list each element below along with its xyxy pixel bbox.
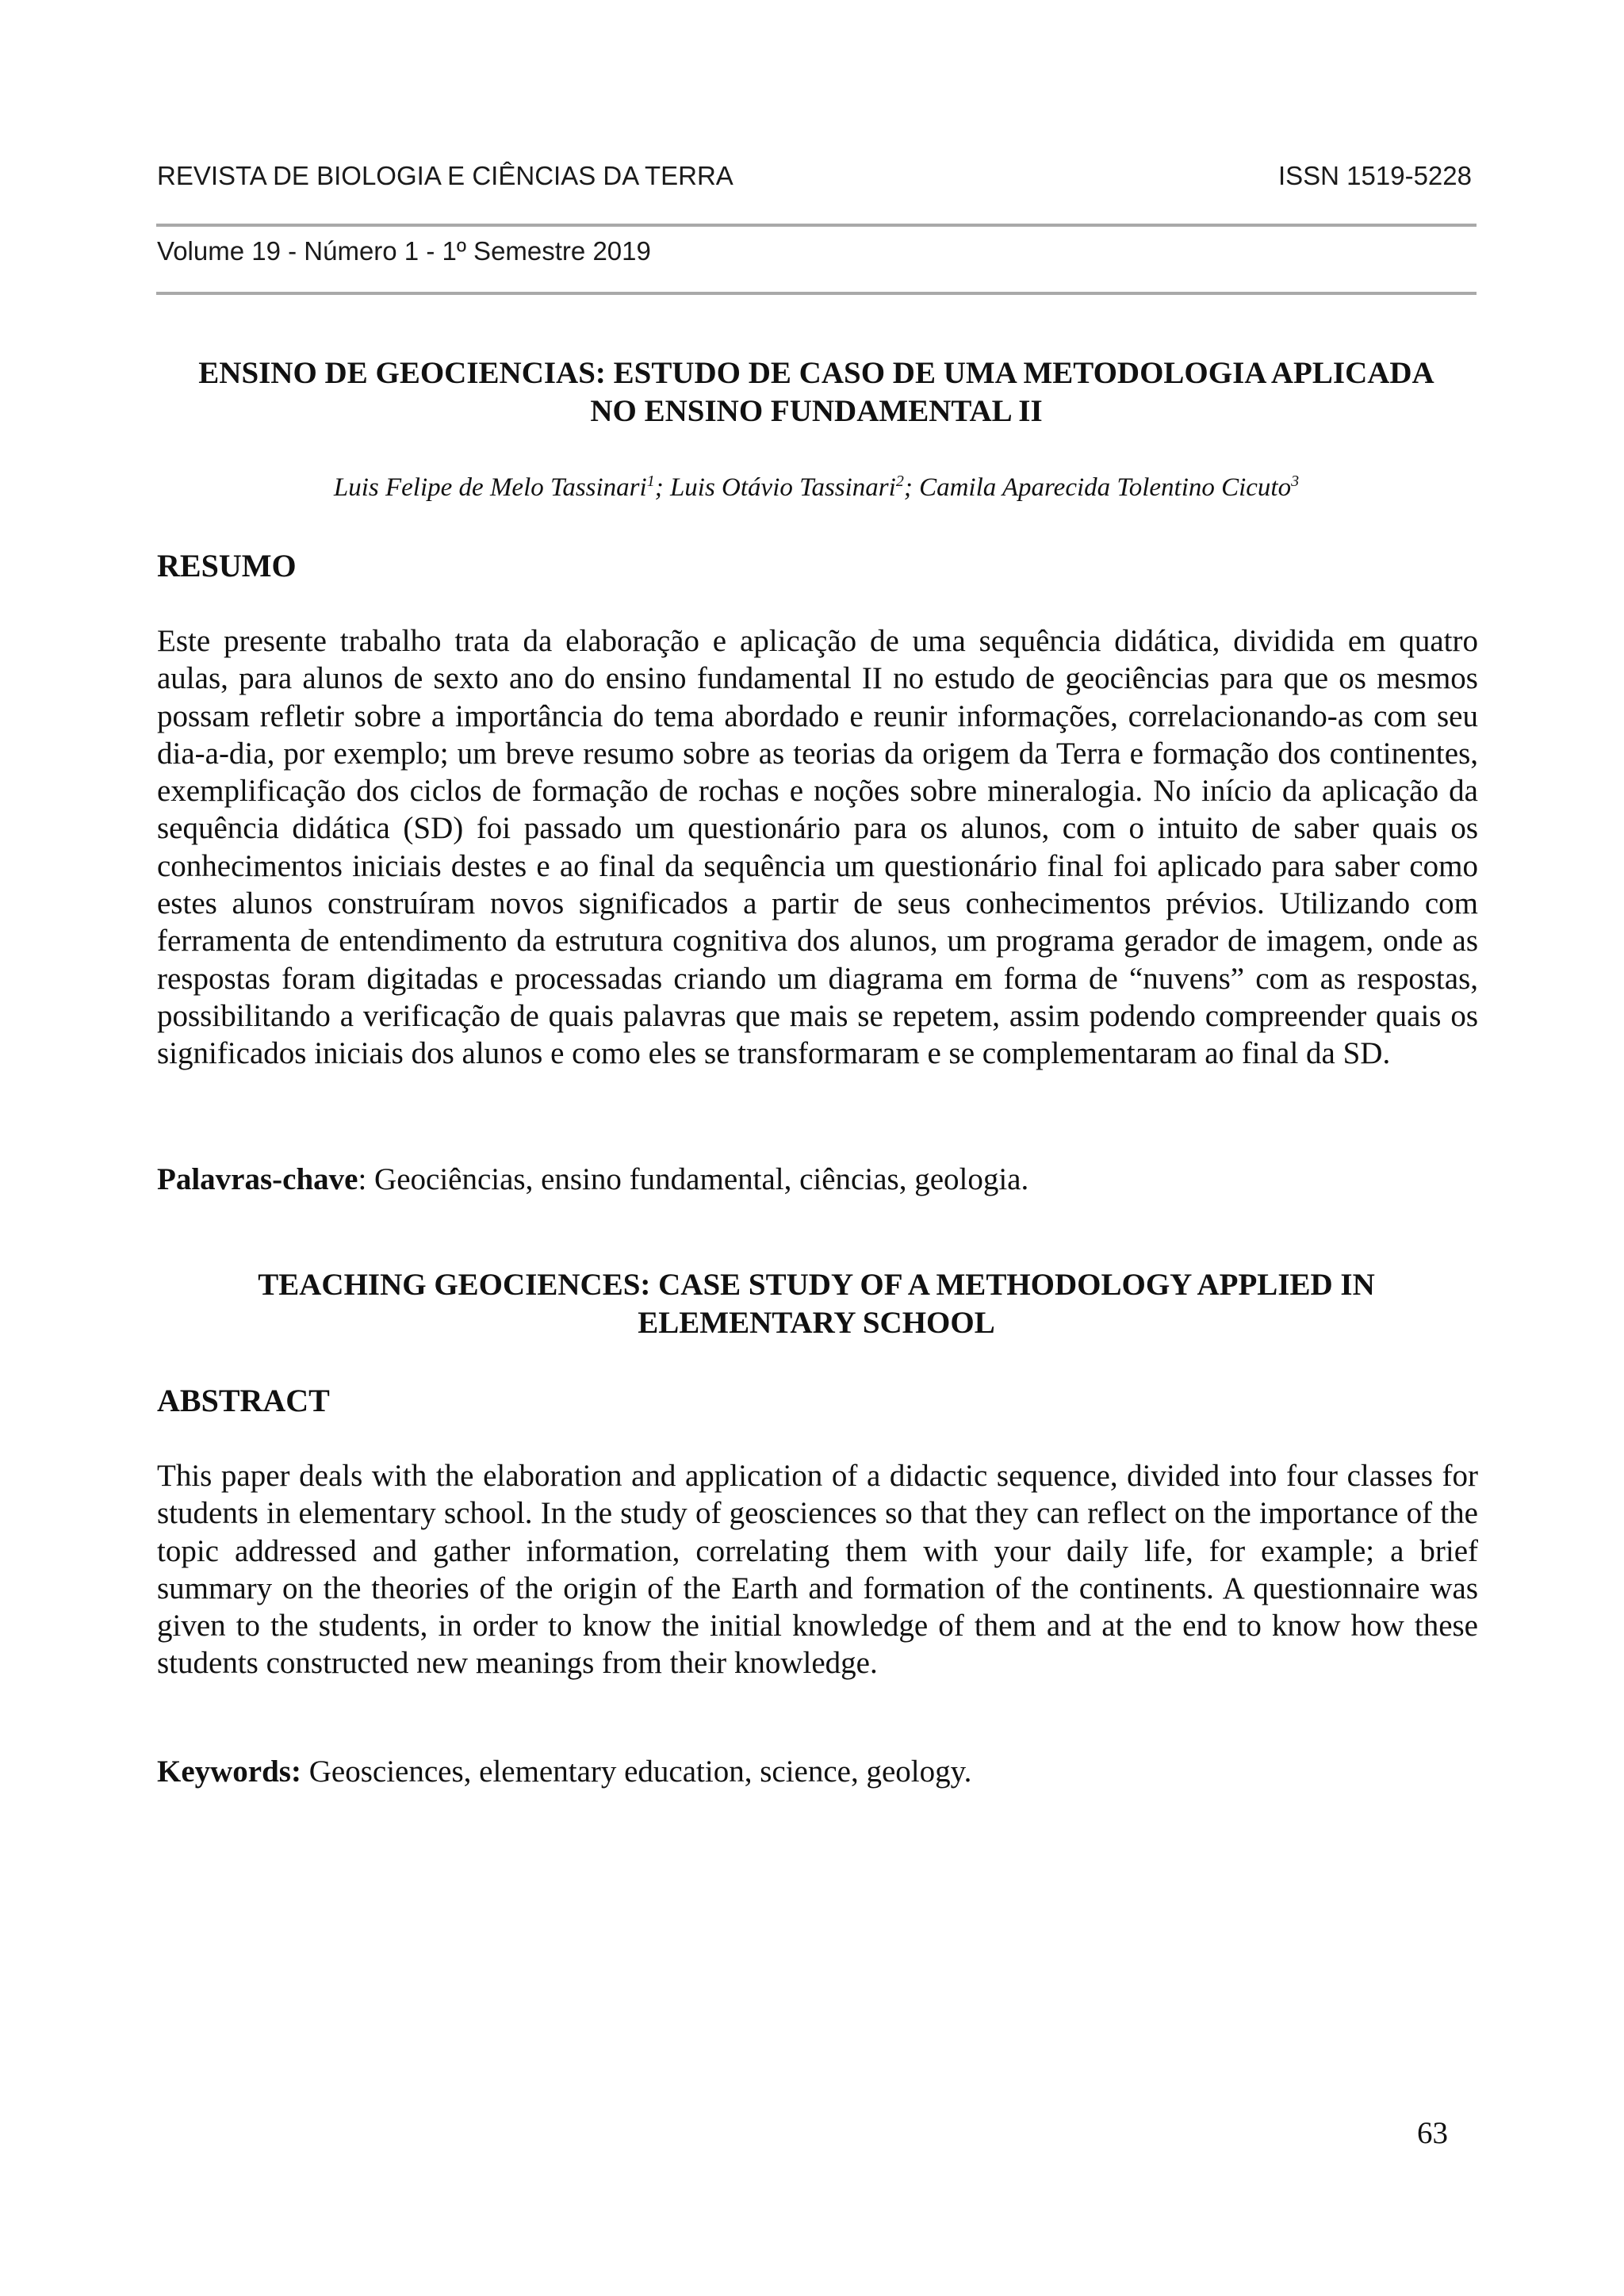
- issn: ISSN 1519-5228: [1277, 161, 1472, 190]
- page-number: 63: [1417, 2116, 1448, 2150]
- title-line: TEACHING GEOCIENCES: CASE STUDY OF A METHODOLOGY APPLIED IN: [258, 1268, 1375, 1302]
- author-affiliation: 2: [895, 473, 904, 490]
- keywords-separator: :: [358, 1162, 375, 1196]
- author-name: Luis Felipe de Melo Tassinari: [333, 473, 647, 502]
- title-line: ELEMENTARY SCHOOL: [638, 1306, 995, 1340]
- volume-issue: Volume 19 - Número 1 - 1º Semestre 2019: [157, 236, 651, 266]
- author-affiliation: 1: [646, 473, 655, 490]
- keywords-pt: [157, 1161, 1028, 1197]
- article-title-pt: [156, 354, 1477, 430]
- author-separator: ;: [903, 473, 920, 502]
- keywords-values: Geociências, ensino fundamental, ciências, geologia.: [374, 1162, 1029, 1196]
- abstract-paragraph: This paper deals with the elaboration and application of a didactic sequence, divided into four classes for students in elementary school. In the study of geosciences so that they can reflect on the importance of the topic addressed and gather information, correlating them with your daily life, for example; a brief summary on the theories of the origin of the Earth and formation of the continents. A questionnaire was given to the students, in order to know the initial knowledge of them and at the end to know how these students constructed new meanings from their knowledge.: [157, 1459, 1478, 1681]
- journal-name: REVISTA DE BIOLOGIA E CIÊNCIAS DA TERRA: [157, 161, 733, 190]
- keywords-values: Geosciences, elementary education, science, geology.: [301, 1755, 972, 1789]
- title-line: NO ENSINO FUNDAMENTAL II: [590, 394, 1043, 428]
- author-name: Camila Aparecida Tolentino Cicuto: [919, 473, 1292, 502]
- title-line: ENSINO DE GEOCIENCIAS: ESTUDO DE CASO DE UMA METODOLOGIA APLICADA: [198, 356, 1434, 390]
- header-divider: [156, 292, 1477, 295]
- abstract-heading: ABSTRACT: [157, 1383, 330, 1418]
- author-name: Luis Otávio Tassinari: [669, 473, 896, 502]
- keywords-label: Palavras-chave: [157, 1162, 358, 1196]
- keywords-en: [157, 1754, 971, 1789]
- resumo-paragraph: Este presente trabalho trata da elaboração e aplicação de uma sequência didática, dividida em quatro aulas, para alunos de sexto ano do ensino fundamental II no estudo de geociências para que os mesmos possam refletir sobre a importância do tema abordado e reunir informações, correlacionando-as com seu dia-a-dia, por exemplo; um breve resumo sobre as teorias da origem da Terra e formação dos continentes, exemplificação dos ciclos de formação de rochas e noções sobre mineralogia. No início da aplicação da sequência didática (SD) foi passado um questionário para os alunos, com o intuito de saber quais os conhecimentos iniciais destes e ao final da sequência um questionário final foi aplicado para saber como estes alunos construíram novos significados a partir de seus conhecimentos prévios. Utilizando com ferramenta de entendimento da estrutura cognitiva dos alunos, um programa gerador de imagem, onde as respostas foram digitadas e processadas criando um diagrama em forma de “nuvens” com as respostas, possibilitando a verificação de quais palavras que mais se repetem, assim podendo compreender quais os significados iniciais dos alunos e como eles se transformaram e se complementaram ao final da SD.: [157, 624, 1478, 1071]
- author-separator: ;: [654, 473, 670, 502]
- author-list: [156, 473, 1477, 503]
- resumo-heading: RESUMO: [157, 548, 297, 584]
- author-affiliation: 3: [1291, 473, 1300, 490]
- header-divider: [156, 224, 1477, 227]
- keywords-label: Keywords:: [157, 1755, 301, 1789]
- article-title-en: [156, 1266, 1477, 1342]
